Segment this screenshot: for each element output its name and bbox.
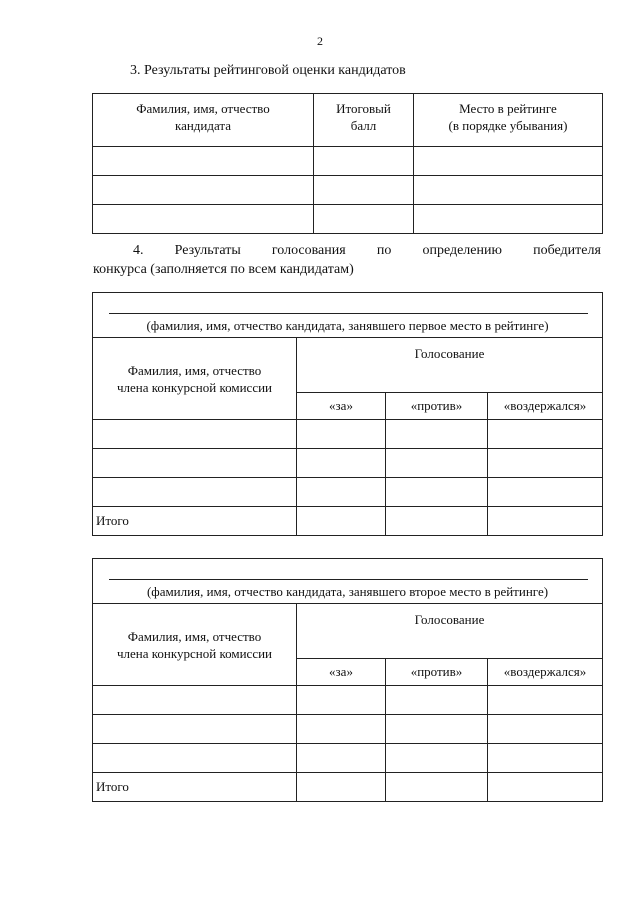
- table-cell[interactable]: [314, 176, 414, 205]
- title-word: определению: [422, 243, 502, 258]
- table-cell[interactable]: [93, 147, 314, 176]
- table-cell[interactable]: [297, 449, 386, 478]
- table-cell[interactable]: [297, 420, 386, 449]
- header-candidate-name: [93, 94, 314, 147]
- table-cell[interactable]: [386, 686, 488, 715]
- table-cell[interactable]: [297, 507, 386, 536]
- table-cell[interactable]: [488, 715, 603, 744]
- table-cell[interactable]: [297, 744, 386, 773]
- table-cell[interactable]: [314, 205, 414, 234]
- section4-title: [93, 241, 601, 279]
- candidate-name-line: [109, 313, 588, 314]
- total-row: [93, 773, 603, 802]
- table-cell[interactable]: [414, 205, 603, 234]
- header-for: «за»: [297, 393, 386, 420]
- header-for: «за»: [297, 659, 386, 686]
- header-text: члена конкурсной комиссии: [117, 379, 272, 395]
- header-text: Место в рейтинге: [459, 101, 557, 116]
- section4-title-line2: конкурса (заполняется по всем кандидатам): [93, 262, 354, 277]
- header-text: (в порядке убывания): [448, 118, 568, 133]
- table-row: [93, 744, 603, 773]
- candidate-name-field[interactable]: [93, 293, 603, 338]
- section4-title-line1: [93, 241, 601, 260]
- candidate-caption: (фамилия, имя, отчество кандидата, занявшего второе место в рейтинге): [146, 584, 549, 599]
- table-cell[interactable]: [488, 449, 603, 478]
- table-row: [93, 205, 603, 234]
- total-row: [93, 507, 603, 536]
- table-cell[interactable]: [488, 478, 603, 507]
- table-cell[interactable]: [386, 744, 488, 773]
- vote-table-second-place: [92, 558, 603, 802]
- table-cell[interactable]: [93, 686, 297, 715]
- table-cell[interactable]: [386, 478, 488, 507]
- table-row: [93, 686, 603, 715]
- table-cell[interactable]: [488, 686, 603, 715]
- header-text: Фамилия, имя, отчество: [127, 628, 262, 644]
- candidate-caption: (фамилия, имя, отчество кандидата, занявшего первое место в рейтинге): [146, 318, 549, 333]
- table-cell[interactable]: [386, 420, 488, 449]
- title-word: по: [376, 243, 392, 258]
- table-cell[interactable]: [93, 420, 297, 449]
- rating-table: [92, 93, 603, 234]
- vote-header-row: [93, 604, 603, 659]
- table-cell[interactable]: [93, 176, 314, 205]
- table-cell[interactable]: [297, 715, 386, 744]
- header-member-name: [93, 338, 297, 420]
- header-text: кандидата: [174, 118, 232, 133]
- page-number: 2: [317, 34, 323, 48]
- table-row: [93, 176, 603, 205]
- header-voting: Голосование: [297, 604, 603, 659]
- header-against: «против»: [386, 659, 488, 686]
- header-total-score: [314, 94, 414, 147]
- table-row: [93, 715, 603, 744]
- table-row: [93, 478, 603, 507]
- table-cell[interactable]: [386, 449, 488, 478]
- table-cell[interactable]: [297, 478, 386, 507]
- table-cell[interactable]: [488, 744, 603, 773]
- vote-header-row: [93, 338, 603, 393]
- table-cell[interactable]: [297, 773, 386, 802]
- candidate-name-field[interactable]: [93, 559, 603, 604]
- table-cell[interactable]: [93, 478, 297, 507]
- header-text: Итоговый: [336, 101, 391, 116]
- total-label: Итого: [93, 507, 297, 536]
- table-row: [93, 147, 603, 176]
- vote-table-first-place: [92, 292, 603, 536]
- table-cell[interactable]: [488, 507, 603, 536]
- table-cell[interactable]: [488, 420, 603, 449]
- table-cell[interactable]: [386, 773, 488, 802]
- total-label: Итого: [93, 773, 297, 802]
- table-cell[interactable]: [93, 715, 297, 744]
- table-cell[interactable]: [314, 147, 414, 176]
- header-text: члена конкурсной комиссии: [117, 645, 272, 661]
- section3-title: 3. Результаты рейтинговой оценки кандидатов: [130, 63, 406, 78]
- header-abstain: «воздержался»: [488, 393, 603, 420]
- header-abstain: «воздержался»: [488, 659, 603, 686]
- header-member-name: [93, 604, 297, 686]
- table-cell[interactable]: [386, 507, 488, 536]
- table-cell[interactable]: [93, 205, 314, 234]
- table-row: [93, 420, 603, 449]
- rating-table-header: [93, 94, 603, 147]
- header-text: Фамилия, имя, отчество: [127, 362, 262, 378]
- table-cell[interactable]: [414, 147, 603, 176]
- header-rating-place: [414, 94, 603, 147]
- table-cell[interactable]: [488, 773, 603, 802]
- candidate-row: [93, 559, 603, 604]
- table-cell[interactable]: [414, 176, 603, 205]
- table-cell[interactable]: [297, 686, 386, 715]
- title-word: голосования: [271, 243, 346, 258]
- title-word: 4.: [133, 243, 144, 258]
- table-cell[interactable]: [93, 449, 297, 478]
- title-word: Результаты: [174, 243, 241, 258]
- header-voting: Голосование: [297, 338, 603, 393]
- header-against: «против»: [386, 393, 488, 420]
- candidate-row: [93, 293, 603, 338]
- header-text: Фамилия, имя, отчество: [136, 101, 270, 116]
- header-text: балл: [350, 118, 377, 133]
- candidate-name-line: [109, 579, 588, 580]
- table-row: [93, 449, 603, 478]
- table-cell[interactable]: [386, 715, 488, 744]
- title-word: победителя: [533, 243, 601, 258]
- table-cell[interactable]: [93, 744, 297, 773]
